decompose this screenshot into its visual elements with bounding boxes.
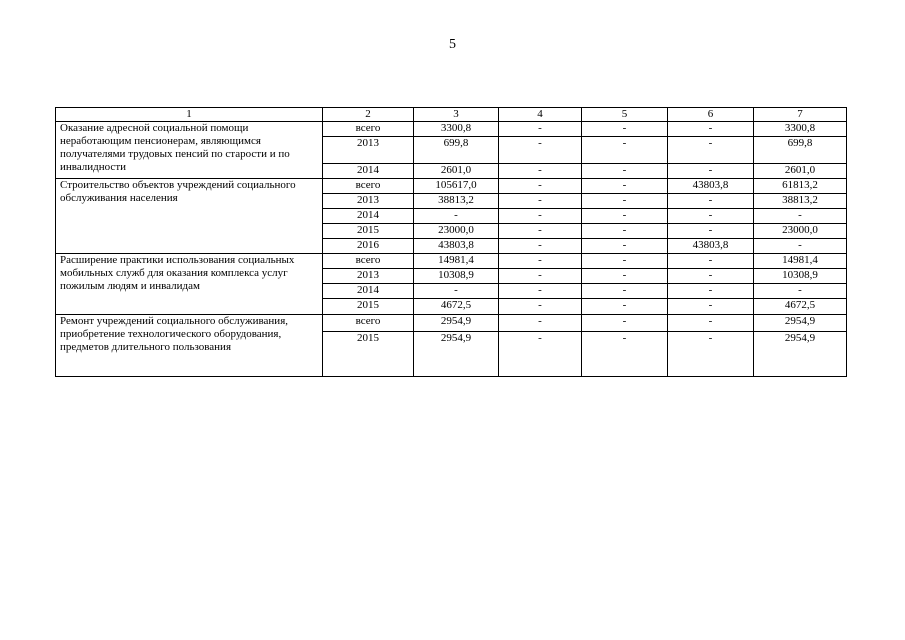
period-cell: 2014 xyxy=(323,284,414,299)
value-cell: - xyxy=(582,299,668,315)
value-cell: - xyxy=(499,137,582,164)
value-cell: - xyxy=(668,137,754,164)
value-cell: 3300,8 xyxy=(414,122,499,137)
value-cell: - xyxy=(754,209,847,224)
value-cell: 43803,8 xyxy=(668,179,754,194)
value-cell: - xyxy=(582,224,668,239)
table-body xyxy=(56,108,847,377)
value-cell: 2954,9 xyxy=(414,332,499,377)
value-cell: 10308,9 xyxy=(754,269,847,284)
table-row xyxy=(56,254,847,269)
value-cell: - xyxy=(414,209,499,224)
period-cell: 2015 xyxy=(323,299,414,315)
activity-description: Оказание адресной социальной помощи неработающим пенсионерам, являющимся получателями трудовых пенсий по старости и по инвалидности xyxy=(56,122,323,179)
header-row xyxy=(56,108,847,122)
value-cell: 2601,0 xyxy=(414,164,499,179)
period-cell: всего xyxy=(323,254,414,269)
value-cell: - xyxy=(582,194,668,209)
value-cell: - xyxy=(668,122,754,137)
value-cell: 23000,0 xyxy=(414,224,499,239)
value-cell: 699,8 xyxy=(754,137,847,164)
value-cell: - xyxy=(582,254,668,269)
value-cell: 2601,0 xyxy=(754,164,847,179)
value-cell: - xyxy=(499,332,582,377)
header-cell: 4 xyxy=(499,108,582,122)
value-cell: 43803,8 xyxy=(414,239,499,254)
period-cell: 2015 xyxy=(323,332,414,377)
value-cell: - xyxy=(582,284,668,299)
value-cell: - xyxy=(499,284,582,299)
header-cell: 7 xyxy=(754,108,847,122)
value-cell: - xyxy=(668,284,754,299)
header-cell: 6 xyxy=(668,108,754,122)
value-cell: - xyxy=(499,209,582,224)
value-cell: 3300,8 xyxy=(754,122,847,137)
value-cell: - xyxy=(582,164,668,179)
value-cell: - xyxy=(668,224,754,239)
value-cell: - xyxy=(668,164,754,179)
period-cell: 2015 xyxy=(323,224,414,239)
value-cell: 10308,9 xyxy=(414,269,499,284)
budget-table xyxy=(55,107,847,377)
period-cell: 2014 xyxy=(323,164,414,179)
value-cell: - xyxy=(582,239,668,254)
value-cell: 23000,0 xyxy=(754,224,847,239)
value-cell: - xyxy=(582,332,668,377)
value-cell: - xyxy=(499,164,582,179)
value-cell: - xyxy=(668,299,754,315)
value-cell: - xyxy=(499,299,582,315)
period-cell: 2013 xyxy=(323,137,414,164)
value-cell: 2954,9 xyxy=(414,315,499,332)
value-cell: - xyxy=(499,269,582,284)
value-cell: - xyxy=(582,122,668,137)
value-cell: - xyxy=(582,269,668,284)
value-cell: - xyxy=(668,194,754,209)
value-cell: - xyxy=(582,315,668,332)
value-cell: 43803,8 xyxy=(668,239,754,254)
activity-description: Строительство объектов учреждений социального обслуживания населения xyxy=(56,179,323,254)
period-cell: 2013 xyxy=(323,269,414,284)
value-cell: - xyxy=(499,122,582,137)
header-cell: 5 xyxy=(582,108,668,122)
period-cell: всего xyxy=(323,122,414,137)
value-cell: 2954,9 xyxy=(754,315,847,332)
value-cell: 61813,2 xyxy=(754,179,847,194)
value-cell: - xyxy=(499,239,582,254)
value-cell: 699,8 xyxy=(414,137,499,164)
value-cell: - xyxy=(754,239,847,254)
value-cell: - xyxy=(668,315,754,332)
value-cell: - xyxy=(668,269,754,284)
value-cell: - xyxy=(499,224,582,239)
value-cell: - xyxy=(499,315,582,332)
value-cell: 105617,0 xyxy=(414,179,499,194)
value-cell: - xyxy=(499,254,582,269)
value-cell: 4672,5 xyxy=(414,299,499,315)
value-cell: 38813,2 xyxy=(754,194,847,209)
period-cell: 2014 xyxy=(323,209,414,224)
page-number: 5 xyxy=(449,37,456,52)
table-row xyxy=(56,122,847,137)
value-cell: - xyxy=(668,209,754,224)
table-row xyxy=(56,315,847,332)
value-cell: - xyxy=(582,137,668,164)
value-cell: - xyxy=(754,284,847,299)
value-cell: 14981,4 xyxy=(414,254,499,269)
value-cell: - xyxy=(668,254,754,269)
header-cell: 2 xyxy=(323,108,414,122)
value-cell: - xyxy=(499,194,582,209)
header-cell: 1 xyxy=(56,108,323,122)
period-cell: всего xyxy=(323,179,414,194)
value-cell: - xyxy=(499,179,582,194)
value-cell: - xyxy=(582,209,668,224)
period-cell: всего xyxy=(323,315,414,332)
value-cell: 2954,9 xyxy=(754,332,847,377)
activity-description: Расширение практики использования социальных мобильных служб для оказания комплекса услуг пожилым людям и инвалидам xyxy=(56,254,323,315)
value-cell: 4672,5 xyxy=(754,299,847,315)
value-cell: - xyxy=(582,179,668,194)
period-cell: 2013 xyxy=(323,194,414,209)
period-cell: 2016 xyxy=(323,239,414,254)
activity-description: Ремонт учреждений социального обслуживания, приобретение технологического оборудования, предметов длительного пользования xyxy=(56,315,323,377)
value-cell: 38813,2 xyxy=(414,194,499,209)
table-row xyxy=(56,179,847,194)
header-cell: 3 xyxy=(414,108,499,122)
value-cell: 14981,4 xyxy=(754,254,847,269)
value-cell: - xyxy=(668,332,754,377)
value-cell: - xyxy=(414,284,499,299)
